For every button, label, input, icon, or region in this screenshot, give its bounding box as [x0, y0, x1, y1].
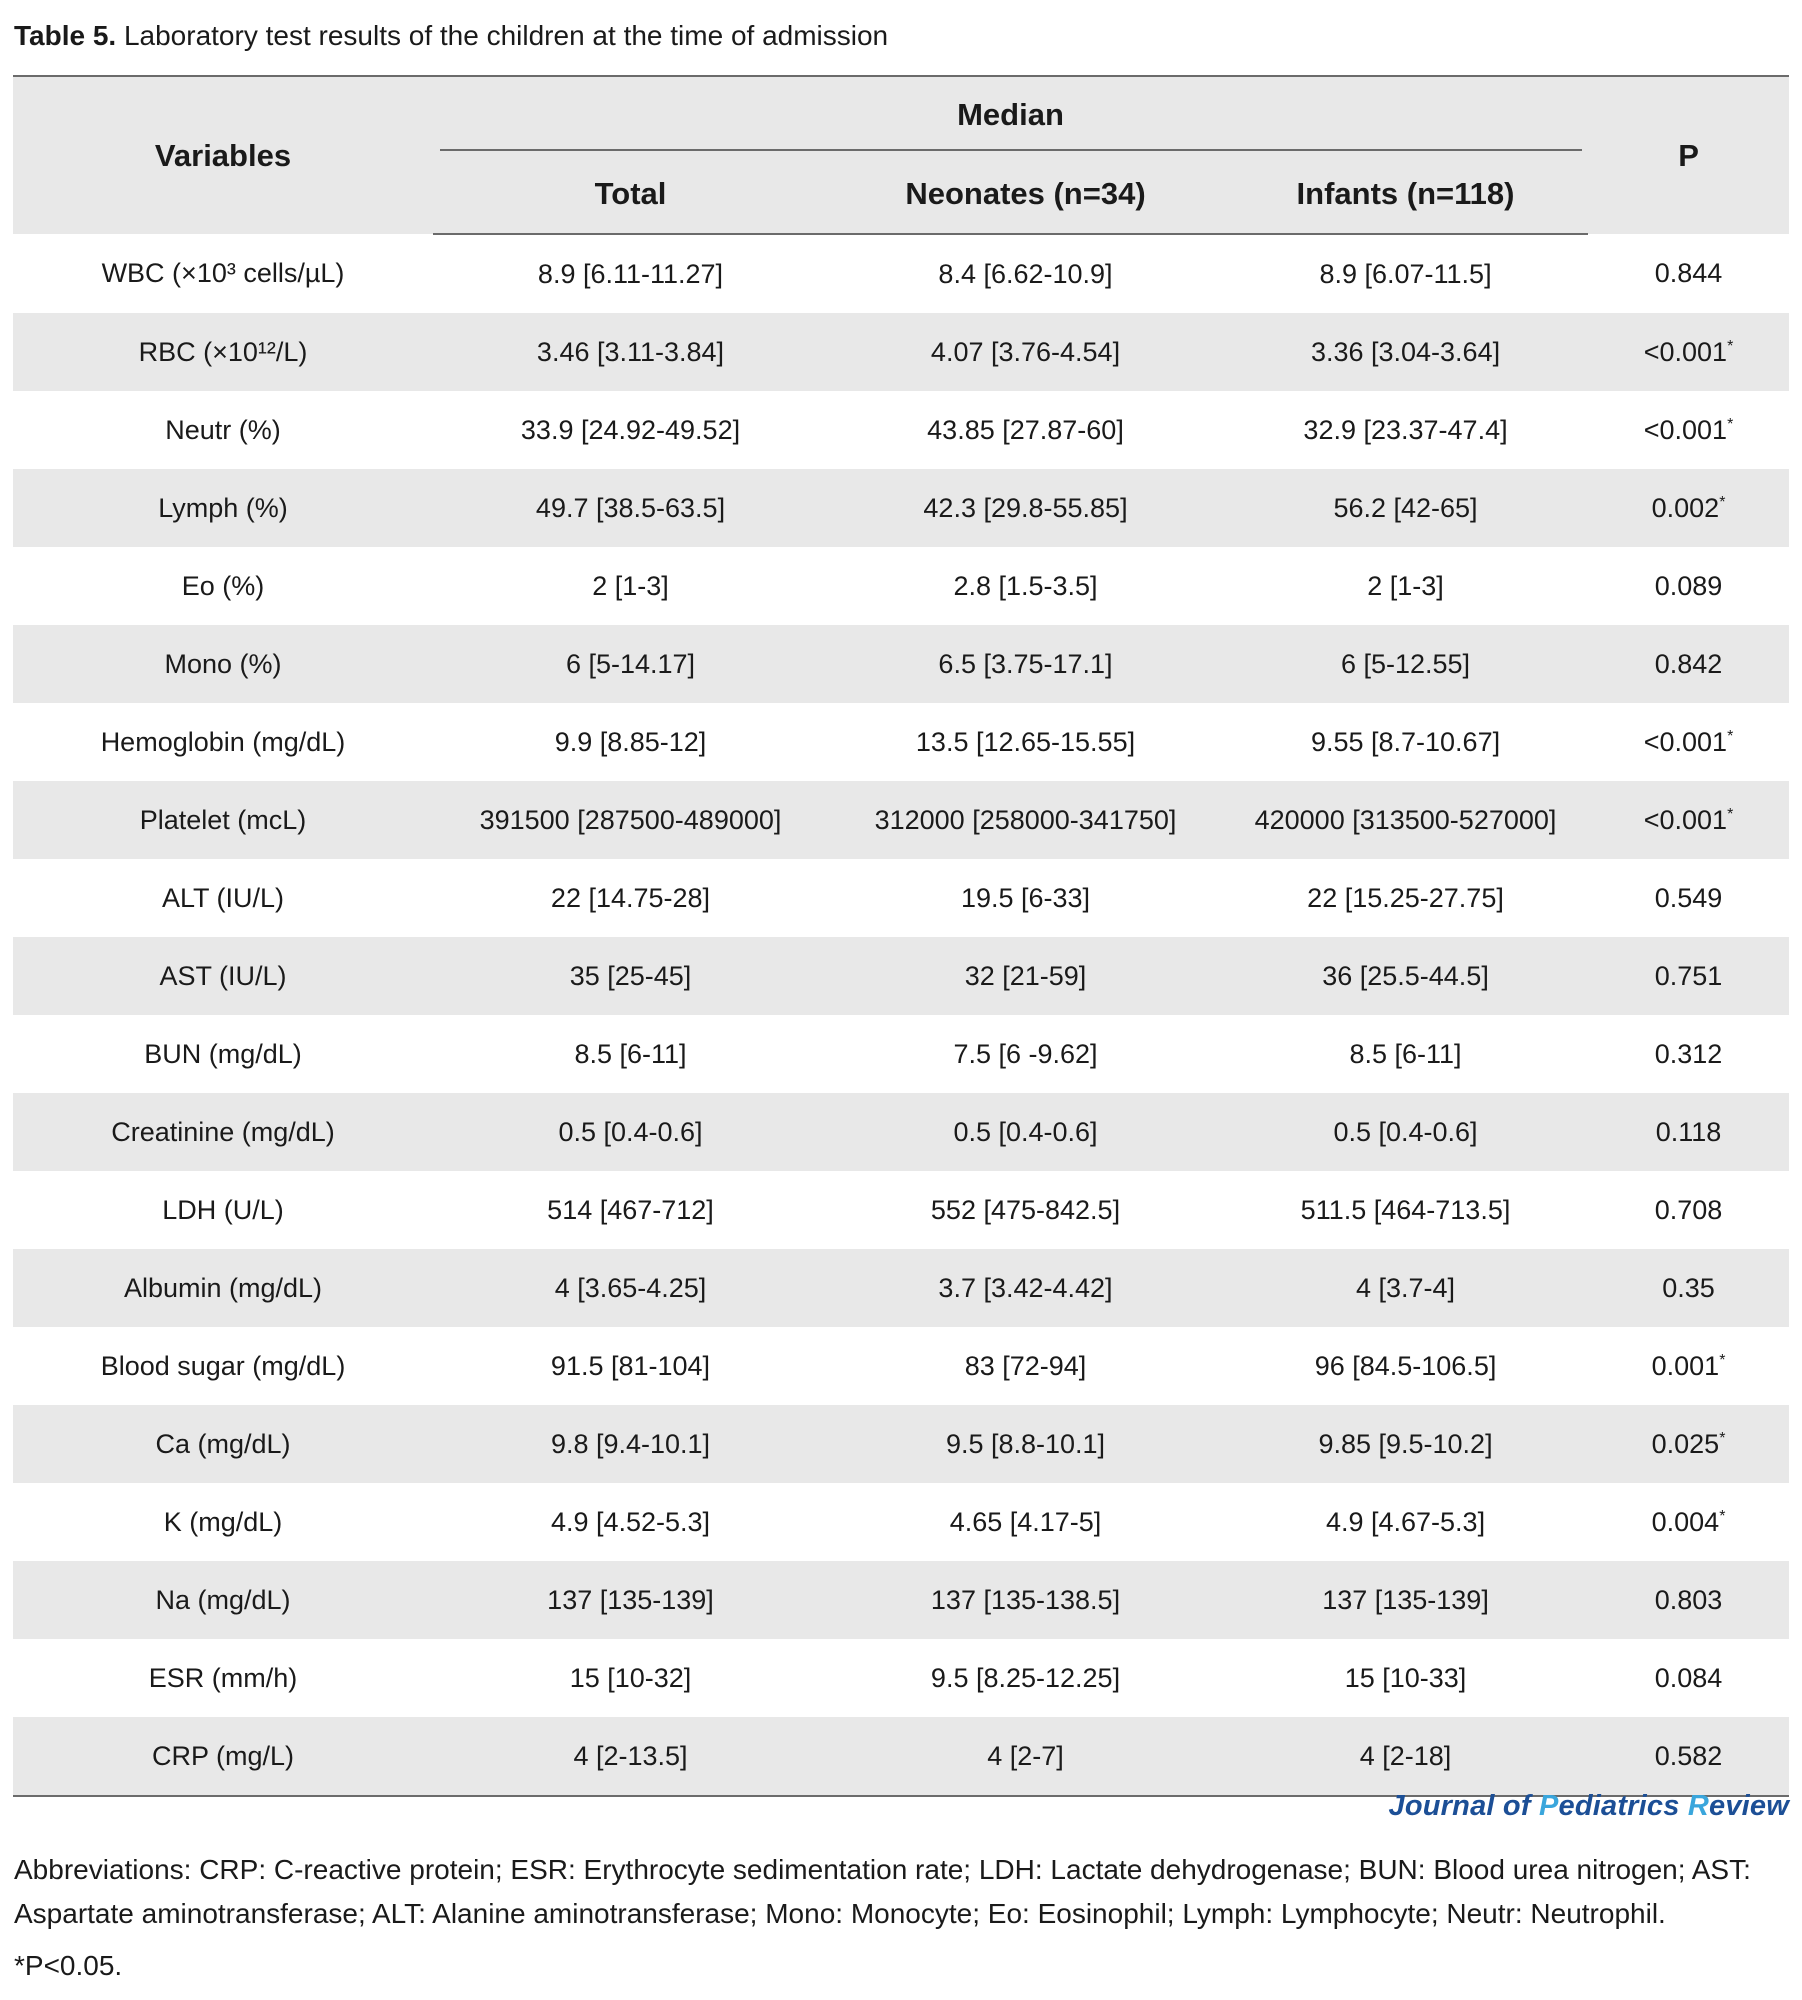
neonates-value: 83 [72-94] [964, 1350, 1087, 1381]
variable-value: LDH (U/L) [162, 1194, 284, 1225]
cell-total [433, 391, 828, 469]
cell-p [1588, 313, 1789, 391]
header-variables: Variables [154, 137, 292, 173]
cell-variable [13, 1561, 433, 1639]
header-median-label: Median [957, 97, 1064, 132]
total-value: 8.5 [6-11] [574, 1038, 687, 1069]
neonates-value: 0.5 [0.4-0.6] [953, 1116, 1098, 1147]
table-row [13, 703, 1789, 781]
cell-variable [13, 469, 433, 547]
cell-infants [1223, 1639, 1588, 1717]
cell-neonates [828, 781, 1223, 859]
table-caption-label: Table 5. [14, 20, 117, 51]
cell-variable [13, 1327, 433, 1405]
total-value: 0.5 [0.4-0.6] [558, 1116, 703, 1147]
p-value: 0.089 [1654, 570, 1723, 601]
variable-value: Blood sugar (mg/dL) [100, 1350, 346, 1381]
table-row [13, 1327, 1789, 1405]
table-header [13, 76, 1789, 234]
cell-neonates [828, 313, 1223, 391]
variable-value: CRP (mg/L) [151, 1740, 295, 1771]
cell-neonates [828, 1561, 1223, 1639]
cell-p [1588, 1327, 1789, 1405]
cell-variable [13, 391, 433, 469]
total-value: 391500 [287500-489000] [479, 804, 782, 835]
journal-logo-part3: eview [1709, 1790, 1789, 1822]
neonates-value: 312000 [258000-341750] [874, 804, 1177, 835]
variable-value: Platelet (mcL) [139, 804, 307, 835]
cell-neonates [828, 391, 1223, 469]
journal-logo [1389, 1790, 1789, 1823]
cell-variable [13, 1483, 433, 1561]
significance-star: * [1719, 493, 1726, 511]
table-row [13, 313, 1789, 391]
neonates-value: 137 [135-138.5] [930, 1584, 1121, 1615]
variable-value: Na (mg/dL) [155, 1584, 291, 1615]
infants-value: 32.9 [23.37-47.4] [1303, 414, 1508, 445]
neonates-value: 4.07 [3.76-4.54] [930, 336, 1121, 367]
table-row [13, 547, 1789, 625]
significance-footnote: *P<0.05. [14, 1950, 123, 1981]
cell-infants [1223, 547, 1588, 625]
variable-value: RBC (×10¹²/L) [138, 336, 308, 367]
cell-variable [13, 1015, 433, 1093]
cell-variable [13, 1171, 433, 1249]
infants-value: 9.55 [8.7-10.67] [1310, 726, 1501, 757]
cell-infants [1223, 703, 1588, 781]
neonates-value: 19.5 [6-33] [960, 882, 1091, 913]
cell-variable [13, 1639, 433, 1717]
total-value: 4 [2-13.5] [573, 1740, 688, 1771]
cell-infants [1223, 1249, 1588, 1327]
infants-value: 137 [135-139] [1322, 1584, 1489, 1615]
cell-variable [13, 1249, 433, 1327]
p-value: <0.001 [1643, 804, 1728, 835]
cell-p [1588, 937, 1789, 1015]
table-row [13, 1171, 1789, 1249]
total-value: 9.8 [9.4-10.1] [550, 1428, 711, 1459]
variable-value: Ca (mg/dL) [155, 1428, 291, 1459]
cell-infants [1223, 1093, 1588, 1171]
infants-value: 56.2 [42-65] [1333, 492, 1478, 523]
significance-star: * [1727, 727, 1734, 745]
journal-logo-part2: ediatrics [1558, 1790, 1688, 1822]
table-row [13, 234, 1789, 313]
cell-neonates [828, 1015, 1223, 1093]
cell-total [433, 1405, 828, 1483]
cell-p [1588, 1405, 1789, 1483]
p-value: 0.549 [1654, 882, 1723, 913]
neonates-value: 9.5 [8.8-10.1] [945, 1428, 1106, 1459]
total-value: 3.46 [3.11-3.84] [536, 336, 725, 367]
p-value: 0.35 [1662, 1272, 1715, 1303]
cell-total [433, 781, 828, 859]
cell-total [433, 625, 828, 703]
cell-total [433, 859, 828, 937]
table-row [13, 1093, 1789, 1171]
cell-variable [13, 1717, 433, 1796]
infants-value: 6 [5-12.55] [1340, 648, 1471, 679]
header-neonates: Neonates (n=34) [828, 155, 1223, 234]
cell-neonates [828, 1405, 1223, 1483]
cell-total [433, 1483, 828, 1561]
variable-value: WBC (×10³ cells/µL) [101, 258, 345, 288]
significance-star: * [1719, 1507, 1726, 1525]
total-value: 4.9 [4.52-5.3] [550, 1506, 711, 1537]
infants-value: 22 [15.25-27.75] [1307, 882, 1504, 913]
significance-star: * [1727, 337, 1734, 355]
infants-value: 511.5 [464-713.5] [1300, 1194, 1511, 1225]
cell-infants [1223, 1483, 1588, 1561]
neonates-value: 3.7 [3.42-4.42] [938, 1272, 1113, 1303]
cell-total [433, 1561, 828, 1639]
cell-total [433, 1171, 828, 1249]
total-value: 22 [14.75-28] [550, 882, 711, 913]
p-value: 0.118 [1655, 1116, 1722, 1147]
neonates-value: 6.5 [3.75-17.1] [938, 648, 1113, 679]
cell-infants [1223, 1327, 1588, 1405]
variable-value: Creatinine (mg/dL) [111, 1116, 335, 1147]
total-value: 9.9 [8.85-12] [554, 726, 707, 757]
infants-value: 0.5 [0.4-0.6] [1333, 1116, 1478, 1147]
infants-value: 36 [25.5-44.5] [1322, 960, 1489, 991]
neonates-value: 8.4 [6.62-10.9] [938, 258, 1113, 289]
cell-p [1588, 1171, 1789, 1249]
variable-value: Albumin (mg/dL) [123, 1272, 323, 1303]
cell-variable [13, 937, 433, 1015]
infants-value: 420000 [313500-527000] [1254, 804, 1557, 835]
cell-neonates [828, 234, 1223, 313]
total-value: 6 [5-14.17] [565, 648, 696, 679]
variable-value: Hemoglobin (mg/dL) [100, 726, 346, 757]
cell-neonates [828, 1093, 1223, 1171]
cell-p [1588, 1717, 1789, 1796]
neonates-value: 7.5 [6 -9.62] [953, 1038, 1098, 1069]
cell-infants [1223, 1171, 1588, 1249]
variable-value: AST (IU/L) [159, 960, 287, 991]
table-caption [14, 18, 888, 54]
cell-p [1588, 1015, 1789, 1093]
p-value: <0.001 [1643, 414, 1728, 445]
cell-p [1588, 1561, 1789, 1639]
table-row [13, 391, 1789, 469]
cell-variable [13, 234, 433, 313]
p-value: 0.001 [1651, 1350, 1720, 1381]
infants-value: 15 [10-33] [1344, 1662, 1467, 1693]
abbreviations-note: Abbreviations: CRP: C-reactive protein; ESR: Erythrocyte sedimentation rate; LDH: Lactate dehydrogenase; BUN: Blood urea nitrogen; AST: Aspartate aminotransferase; ALT: Alanine aminotransferase; Mono: Monocyte; Eo: Eosinophil; Lymph: Lymphocyte; Neutr: Neutrophil. [14, 1854, 1751, 1929]
cell-p [1588, 1483, 1789, 1561]
cell-infants [1223, 1717, 1588, 1796]
total-value: 49.7 [38.5-63.5] [535, 492, 726, 523]
cell-total [433, 1093, 828, 1171]
neonates-value: 9.5 [8.25-12.25] [930, 1662, 1121, 1693]
cell-variable [13, 859, 433, 937]
p-value: 0.025 [1651, 1428, 1720, 1459]
total-value: 8.9 [6.11-11.27] [537, 258, 724, 289]
journal-logo-r: R [1687, 1790, 1709, 1822]
cell-neonates [828, 859, 1223, 937]
p-value: 0.004 [1651, 1506, 1720, 1537]
cell-infants [1223, 781, 1588, 859]
table-row [13, 1717, 1789, 1796]
neonates-value: 32 [21-59] [964, 960, 1087, 991]
cell-neonates [828, 469, 1223, 547]
neonates-value: 42.3 [29.8-55.85] [923, 492, 1128, 523]
significance-star: * [1727, 805, 1734, 823]
cell-p [1588, 1639, 1789, 1717]
cell-total [433, 1717, 828, 1796]
header-median [433, 76, 1588, 155]
variable-value: Eo (%) [181, 570, 265, 601]
infants-value: 9.85 [9.5-10.2] [1318, 1428, 1493, 1459]
cell-infants [1223, 391, 1588, 469]
cell-total [433, 937, 828, 1015]
infants-value: 2 [1-3] [1367, 570, 1444, 601]
p-value: <0.001 [1643, 336, 1728, 367]
significance-star: * [1727, 415, 1734, 433]
total-value: 2 [1-3] [592, 570, 669, 601]
total-value: 4 [3.65-4.25] [554, 1272, 707, 1303]
journal-logo-p: P [1538, 1790, 1559, 1822]
table-row [13, 1015, 1789, 1093]
journal-logo-part1: Journal of [1388, 1790, 1539, 1822]
neonates-value: 43.85 [27.87-60] [927, 414, 1124, 445]
cell-neonates [828, 1483, 1223, 1561]
table-body [13, 234, 1789, 1796]
p-value: 0.708 [1654, 1194, 1723, 1225]
variable-value: ESR (mm/h) [148, 1662, 298, 1693]
variable-value: BUN (mg/dL) [144, 1038, 302, 1069]
variable-value: ALT (IU/L) [161, 882, 285, 913]
cell-total [433, 313, 828, 391]
cell-p [1588, 859, 1789, 937]
variable-value: Mono (%) [164, 648, 282, 679]
table-row [13, 1249, 1789, 1327]
cell-infants [1223, 469, 1588, 547]
table-row [13, 1639, 1789, 1717]
cell-infants [1223, 234, 1588, 313]
cell-p [1588, 1249, 1789, 1327]
cell-variable [13, 313, 433, 391]
variable-value: Neutr (%) [165, 414, 281, 445]
p-value: 0.312 [1654, 1038, 1723, 1069]
neonates-value: 2.8 [1.5-3.5] [953, 570, 1098, 601]
p-value: 0.803 [1654, 1584, 1723, 1615]
cell-total [433, 1249, 828, 1327]
header-p: P [1678, 137, 1699, 173]
neonates-value: 13.5 [12.65-15.55] [915, 726, 1136, 757]
cell-variable [13, 547, 433, 625]
cell-p [1588, 469, 1789, 547]
total-value: 15 [10-32] [569, 1662, 692, 1693]
p-value: 0.084 [1654, 1662, 1723, 1693]
lab-results-table [13, 75, 1789, 1797]
variable-value: Lymph (%) [158, 492, 288, 523]
total-value: 137 [135-139] [547, 1584, 714, 1615]
p-value: 0.582 [1654, 1740, 1723, 1771]
total-value: 33.9 [24.92-49.52] [520, 414, 741, 445]
cell-infants [1223, 1405, 1588, 1483]
p-value: <0.001 [1643, 726, 1728, 757]
table-row [13, 1405, 1789, 1483]
p-value: 0.844 [1654, 258, 1723, 288]
total-value: 514 [467-712] [547, 1194, 714, 1225]
infants-value: 8.9 [6.07-11.5] [1319, 258, 1492, 289]
cell-infants [1223, 1561, 1588, 1639]
table-row [13, 1561, 1789, 1639]
table-caption-text: Laboratory test results of the children at the time of admission [116, 20, 889, 51]
cell-variable [13, 781, 433, 859]
cell-neonates [828, 703, 1223, 781]
neonates-value: 4.65 [4.17-5] [949, 1506, 1102, 1537]
table-row [13, 1483, 1789, 1561]
table-row [13, 937, 1789, 1015]
cell-neonates [828, 1639, 1223, 1717]
variable-value: K (mg/dL) [163, 1506, 283, 1537]
cell-neonates [828, 1717, 1223, 1796]
infants-value: 3.36 [3.04-3.64] [1310, 336, 1501, 367]
total-value: 35 [25-45] [569, 960, 692, 991]
table-row [13, 781, 1789, 859]
infants-value: 4 [2-18] [1359, 1740, 1452, 1771]
cell-infants [1223, 937, 1588, 1015]
cell-p [1588, 234, 1789, 313]
cell-total [433, 1327, 828, 1405]
cell-neonates [828, 937, 1223, 1015]
cell-neonates [828, 1327, 1223, 1405]
cell-total [433, 1639, 828, 1717]
cell-variable [13, 703, 433, 781]
cell-total [433, 469, 828, 547]
p-value: 0.842 [1654, 648, 1723, 679]
cell-neonates [828, 625, 1223, 703]
cell-p [1588, 547, 1789, 625]
header-total: Total [433, 155, 828, 234]
cell-infants [1223, 859, 1588, 937]
median-divider [440, 149, 1582, 151]
significance-star: * [1719, 1429, 1726, 1447]
infants-value: 96 [84.5-106.5] [1314, 1350, 1497, 1381]
p-value: 0.751 [1654, 960, 1723, 991]
cell-infants [1223, 1015, 1588, 1093]
cell-infants [1223, 313, 1588, 391]
cell-p [1588, 1093, 1789, 1171]
cell-total [433, 703, 828, 781]
significance-star: * [1719, 1351, 1726, 1369]
cell-p [1588, 391, 1789, 469]
cell-neonates [828, 1171, 1223, 1249]
neonates-value: 552 [475-842.5] [930, 1194, 1121, 1225]
cell-total [433, 547, 828, 625]
cell-variable [13, 1405, 433, 1483]
p-value: 0.002 [1651, 492, 1720, 523]
cell-neonates [828, 547, 1223, 625]
table-row [13, 625, 1789, 703]
infants-value: 8.5 [6-11] [1349, 1038, 1462, 1069]
infants-value: 4 [3.7-4] [1355, 1272, 1456, 1303]
cell-p [1588, 781, 1789, 859]
infants-value: 4.9 [4.67-5.3] [1325, 1506, 1486, 1537]
header-infants: Infants (n=118) [1223, 155, 1588, 234]
cell-p [1588, 625, 1789, 703]
cell-infants [1223, 625, 1588, 703]
cell-p [1588, 703, 1789, 781]
cell-total [433, 1015, 828, 1093]
cell-neonates [828, 1249, 1223, 1327]
cell-variable [13, 625, 433, 703]
cell-variable [13, 1093, 433, 1171]
total-value: 91.5 [81-104] [550, 1350, 711, 1381]
table-row [13, 859, 1789, 937]
cell-total [433, 234, 828, 313]
neonates-value: 4 [2-7] [987, 1740, 1064, 1771]
table-row [13, 469, 1789, 547]
